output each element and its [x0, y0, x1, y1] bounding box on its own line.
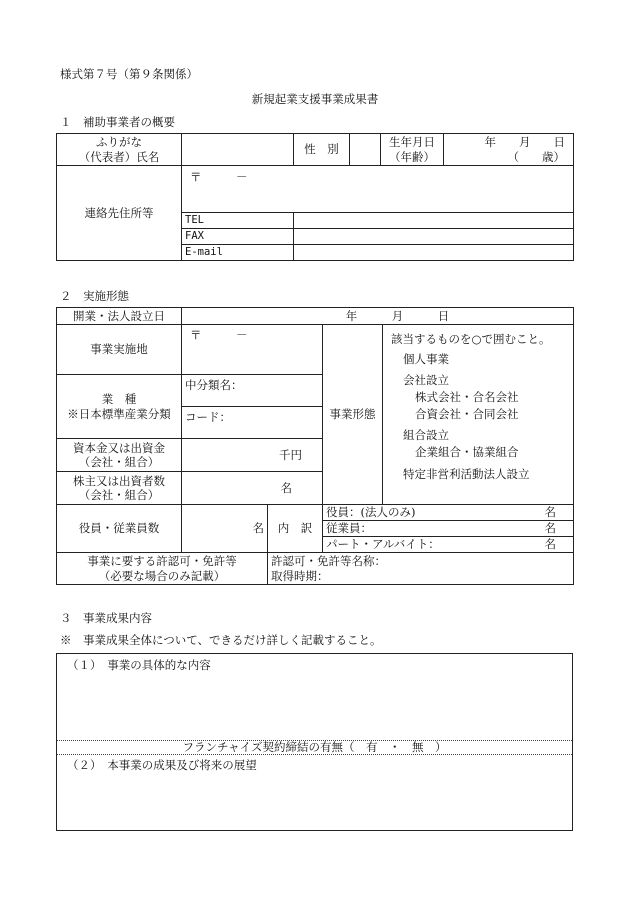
section3-heading: ３ 事業成果内容: [60, 611, 152, 625]
results-box: [56, 653, 573, 831]
capital-label: 資本金又は出資金: [73, 440, 165, 455]
mid-class-label: 中分類名：: [185, 378, 243, 392]
applicant-overview-table: [56, 133, 574, 261]
section2-heading: ２ 実施形態: [60, 289, 129, 303]
business-form-label: 事業形態: [323, 325, 383, 505]
postal-mark: 〒 －: [190, 170, 248, 184]
tel-input[interactable]: [294, 213, 574, 229]
furigana-label: ふりがな: [96, 135, 142, 150]
location-input[interactable]: [182, 325, 323, 375]
email-input[interactable]: [294, 245, 574, 261]
item2-label: （２） 本事業の成果及び将来の展望: [67, 758, 257, 772]
tel-label: TEL: [182, 213, 294, 229]
option-npo[interactable]: 特定非営利活動法人設立: [403, 466, 530, 481]
officers-unit: 名: [544, 505, 556, 520]
page-title: 新規起業支援事業成果書: [251, 92, 379, 106]
holders-sub-label: （会社・組合）: [78, 488, 160, 502]
birth-date-format: 年 月 日: [484, 135, 565, 150]
birth-label-cell: [381, 134, 444, 166]
option-company-types-2: 合資会社・合同会社: [415, 406, 519, 421]
option-company[interactable]: 会社設立: [403, 373, 449, 388]
open-date-input[interactable]: [182, 308, 574, 325]
item2-input[interactable]: [57, 771, 572, 830]
permit-sub-label: （必要な場合のみ記載）: [98, 568, 226, 583]
birth-date-input[interactable]: [444, 134, 574, 166]
option-union[interactable]: 組合設立: [403, 428, 449, 443]
name-input[interactable]: [182, 134, 294, 166]
rep-name-label: （代表者）氏名: [78, 149, 160, 164]
capital-input[interactable]: [182, 439, 323, 472]
contact-label: 連絡先住所等: [57, 166, 182, 261]
holders-label: 株主又は出資者数: [73, 473, 165, 488]
contact-address-input[interactable]: [182, 166, 574, 213]
part-time-unit: 名: [544, 537, 556, 552]
open-date-format: 年 月 日: [345, 308, 450, 323]
age-label: （年齢）: [389, 149, 435, 164]
location-postal-mark: 〒 －: [190, 328, 248, 342]
section1-heading: １ 補助事業者の概要: [60, 115, 175, 129]
fax-input[interactable]: [294, 229, 574, 245]
capital-sub-label: （会社・組合）: [78, 455, 160, 469]
industry-label-cell: [57, 375, 182, 439]
permit-label: 事業に要する許認可・免許等: [87, 554, 237, 569]
franchise-line[interactable]: フランチャイズ契約締結の有無（ 有 ・ 無 ）: [182, 740, 447, 754]
staff-unit: 名: [252, 521, 264, 536]
option-union-types: 企業組合・協業組合: [415, 445, 519, 460]
form-number: 様式第７号（第９条関係）: [60, 67, 198, 81]
staff-count-input[interactable]: [182, 505, 268, 553]
employees-label: 従業員：: [326, 521, 372, 536]
permit-name-label: 許認可・免許等名称：: [271, 554, 386, 569]
part-time-label: パート・アルバイト：: [326, 537, 440, 552]
permit-input[interactable]: [268, 553, 574, 585]
officers-input[interactable]: [323, 505, 574, 521]
implementation-table: [56, 307, 574, 585]
option-company-types-1: 株式会社・合名会社: [415, 390, 519, 405]
officers-label: 役員：(法人のみ): [326, 505, 416, 520]
business-form-options[interactable]: [383, 325, 574, 505]
capital-label-cell: [57, 439, 182, 472]
permit-date-label: 取得時期：: [271, 568, 329, 583]
item1-input[interactable]: [57, 670, 572, 740]
holders-label-cell: [57, 472, 182, 505]
form-instruction: 該当するものを○で囲むこと。: [391, 332, 551, 346]
industry-code-label: コード：: [185, 410, 231, 424]
staff-label: 役員・従業員数: [57, 505, 182, 553]
permit-label-cell: [57, 553, 268, 585]
gender-label: 性 別: [294, 134, 350, 166]
holders-input[interactable]: [182, 472, 323, 505]
industry-label: 業 種: [101, 392, 137, 407]
section3-note: ※ 事業成果全体について、できるだけ詳しく記載すること。: [60, 633, 382, 647]
location-label: 事業実施地: [57, 325, 182, 375]
industry-note: ※日本標準産業分類: [67, 406, 171, 421]
industry-code-input[interactable]: [182, 407, 323, 439]
birth-date-label: 生年月日: [389, 135, 435, 150]
item1-label: （１） 事業の具体的な内容: [67, 658, 211, 672]
breakdown-label: 内 訳: [268, 505, 323, 553]
mid-class-input[interactable]: [182, 375, 323, 407]
gender-input[interactable]: [350, 134, 381, 166]
option-individual[interactable]: 個人事業: [403, 351, 449, 366]
age-format: （ 歳）: [507, 149, 565, 164]
fax-label: FAX: [182, 229, 294, 245]
email-label: E-mail: [182, 245, 294, 261]
name-label-cell: [57, 134, 182, 166]
employees-unit: 名: [544, 521, 556, 536]
part-time-input[interactable]: [323, 537, 574, 553]
capital-unit: 千円: [279, 447, 302, 462]
open-date-label: 開業・法人設立日: [57, 308, 182, 325]
holders-unit: 名: [280, 480, 292, 495]
dotted-divider-2: [57, 754, 572, 755]
employees-input[interactable]: [323, 521, 574, 537]
